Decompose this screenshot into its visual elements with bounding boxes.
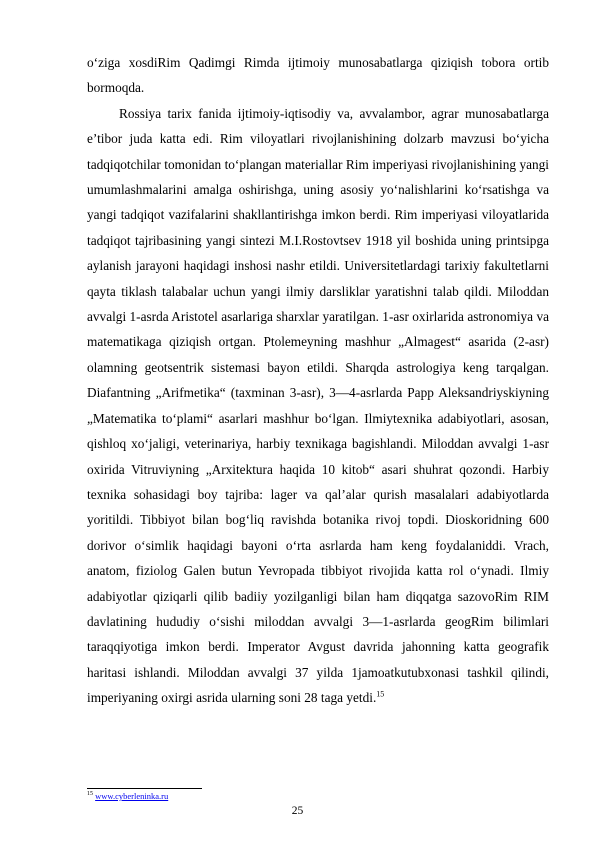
footnote-marker: 15 (87, 791, 93, 798)
footnote (87, 790, 168, 802)
paragraph-2-text: Rossiya tarix fanida ijtimoiy-iqtisodiy va, avvalambor, agrar munosabatlarga e’tibor juda katta edi. Rim viloyatlari rivojlanishining dolzarb mavzusi bo‘yicha tadqiqotchilar tomonidan to‘plangan materiallar Rim imperiyasi rivojlanishining yangi umumlashmalarini amalga oshirishga, uning asosiy yo‘nalishlarini ko‘rsatishga va yangi tadqiqot vazifalarini shakllantirishga imkon berdi. Rim imperiyasi viloyatlarida tadqiqot tajribasining yangi sintezi M.I.Rostovtsev 1918 yil boshida uning printsipga aylanish jarayoni haqidagi inshosi nashr etildi. Universitetlardagi tarixiy fakultetlarni qayta tiklash talabalar uchun yangi ilmiy darsliklar yaratishni talab qildi. Miloddan avvalgi 1-asrda Aristotel asarlariga sharxlar yaratilgan. 1-asr oxirlarida astronomiya va matematikaga qiziqish ortgan. Ptolemeyning mashhur „Almagest“ asarida (2-asr) olamning geotsentrik sistemasi bayon etildi. Sharqda astrologiya keng tarqalgan. Diafantning „Arifmetika“ (taxminan 3-asr), 3—4-asrlarda Papp Aleksandriyskiyning „Matematika toʻplami“ asarlari mashhur boʻlgan. Ilmiytexnika adabiyotlari, asosan, qishloq xoʻjaligi, veterinariya, harbiy texnikaga bagishlandi. Miloddan avvalgi 1-asr oxirida Vitruviyning „Arxitektura haqida 10 kitob“ asari shuhrat qozondi. Harbiy texnika sohasidagi boy tajriba: lager va qalʼalar qurish masalalari adabiyotlarda yoritildi. Tibbiyot bilan bogʻliq ravishda botanika rivoj topdi. Dioskoridning 600 dorivor oʻsimlik haqidagi bayoni oʻrta asrlarda ham keng foydalaniddi. Vrach, anatom, fiziolog Galen butun Yevropada tibbiyot rivojida katta rol oʻynadi. Ilmiy adabiyotlar qiziqarli qilib badiiy yozilganligi bilan ham diqqatga sazovoRim RIM davlatining hududiy oʻsishi miloddan avvalgi 3—1-asrlarda geogRim bilimlari taraqqiyotiga imkon berdi. Imperator Avgust davrida jahonning katta geografik haritasi ishlandi. Miloddan avvalgi 37 yilda 1jamoatkutubxonasi tashkil qilindi, imperiyaning oxirgi asrida ularning soni 28 taga yetdi. (87, 105, 549, 706)
footnote-divider (87, 788, 202, 789)
footnote-link[interactable]: www.cyberleninka.ru (95, 791, 169, 801)
page-number: 25 (291, 805, 304, 817)
body-text (87, 50, 549, 711)
footnote-reference: 15 (376, 689, 385, 699)
paragraph-1 (87, 50, 549, 101)
paragraph-1-text: o‘ziga xosdiRim Qadimgi Rimda ijtimoiy munosabatlarga qiziqish tobora ortib bormoqda. (87, 55, 549, 96)
paragraph-2 (87, 101, 549, 711)
